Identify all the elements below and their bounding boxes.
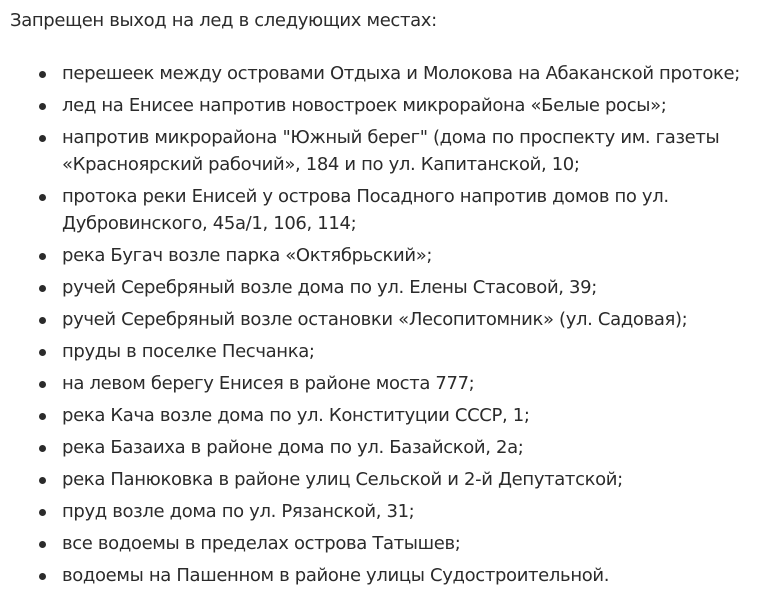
bullet-icon xyxy=(39,135,46,142)
list-item-text: пруд возле дома по ул. Рязанской, 31; xyxy=(62,501,415,522)
list-item-text: протока реки Енисей у острова Посадного напротив домов по ул. Дубровинского, 45а/1, 106, 114; xyxy=(62,186,669,234)
list-item-text: ручей Серебряный возле дома по ул. Елены Стасовой, 39; xyxy=(62,277,597,298)
list-item xyxy=(10,60,752,87)
list-item xyxy=(10,434,752,461)
list-item-text: река Бугач возле парка «Октябрьский»; xyxy=(62,245,433,266)
list-item xyxy=(10,183,752,237)
list-item xyxy=(10,338,752,365)
list-item-text: лед на Енисее напротив новостроек микрорайона «Белые росы»; xyxy=(62,95,667,116)
list-item-text: водоемы на Пашенном в районе улицы Судостроительной. xyxy=(62,565,610,586)
bullet-icon xyxy=(39,349,46,356)
list-item-text: перешеек между островами Отдыха и Молокова на Абаканской протоке; xyxy=(62,63,740,84)
list-item xyxy=(10,370,752,397)
list-item-text: река Панюковка в районе улиц Сельской и 2-й Депутатской; xyxy=(62,469,623,490)
bullet-icon xyxy=(39,194,46,201)
list-item-text: все водоемы в пределах острова Татышев; xyxy=(62,533,461,554)
list-item xyxy=(10,274,752,301)
list-item-text: река Кача возле дома по ул. Конституции СССР, 1; xyxy=(62,405,530,426)
bullet-icon xyxy=(39,317,46,324)
list-item-text: на левом берегу Енисея в районе моста 777; xyxy=(62,373,475,394)
list-item-text: ручей Серебряный возле остановки «Лесопитомник» (ул. Садовая); xyxy=(62,309,688,330)
bullet-icon xyxy=(39,103,46,110)
bullet-icon xyxy=(39,253,46,260)
bullet-icon xyxy=(39,71,46,78)
list-item-text: пруды в поселке Песчанка; xyxy=(62,341,315,362)
list-item xyxy=(10,498,752,525)
bullet-icon xyxy=(39,541,46,548)
bullet-icon xyxy=(39,477,46,484)
list-item-text: река Базаиха в районе дома по ул. Базайской, 2а; xyxy=(62,437,524,458)
list-item xyxy=(10,530,752,557)
list-item-text: напротив микрорайона "Южный берег" (дома по проспекту им. газеты «Красноярский рабочий», 184 и по ул. Капитанской, 10; xyxy=(62,127,720,175)
bullet-icon xyxy=(39,285,46,292)
bullet-icon xyxy=(39,445,46,452)
list-item xyxy=(10,306,752,333)
bullet-icon xyxy=(39,573,46,580)
list-item xyxy=(10,124,752,178)
list-item xyxy=(10,242,752,269)
restricted-places-list xyxy=(10,60,763,589)
bullet-icon xyxy=(39,509,46,516)
list-item xyxy=(10,466,752,493)
bullet-icon xyxy=(39,413,46,420)
list-item xyxy=(10,402,752,429)
intro-text: Запрещен выход на лед в следующих местах: xyxy=(10,10,437,31)
bullet-icon xyxy=(39,381,46,388)
list-item xyxy=(10,92,752,119)
